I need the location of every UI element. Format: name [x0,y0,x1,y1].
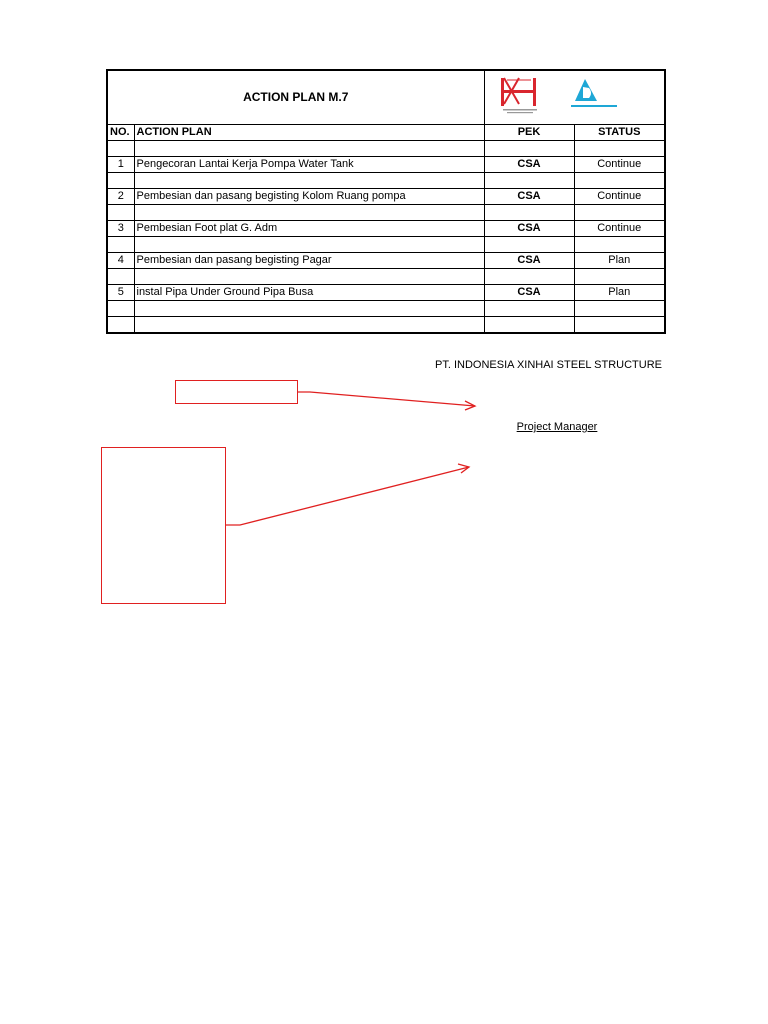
row-status: Continue [574,221,665,237]
row-no: 3 [107,221,134,237]
row-no: 4 [107,253,134,269]
company-name: PT. INDONESIA XINHAI STEEL STRUCTURE [435,359,662,371]
row-pek: CSA [484,221,574,237]
row-status: Continue [574,157,665,173]
row-status: Plan [574,285,665,301]
row-action: Pembesian Foot plat G. Adm [134,221,484,237]
col-action-plan-header: ACTION PLAN [134,125,484,141]
row-no: 1 [107,157,134,173]
row-action: Pengecoran Lantai Kerja Pompa Water Tank [134,157,484,173]
row-no: 2 [107,189,134,205]
row-pek: CSA [484,285,574,301]
arrow-icon [226,464,469,525]
row-pek: CSA [484,253,574,269]
row-pek: CSA [484,189,574,205]
row-status: Plan [574,253,665,269]
row-status: Continue [574,189,665,205]
row-action: Pembesian dan pasang begisting Pagar [134,253,484,269]
project-manager-label: Project Manager [516,421,598,433]
arrow-icon [298,392,475,410]
row-action: instal Pipa Under Ground Pipa Busa [134,285,484,301]
col-pek-header: PEK [484,125,574,141]
col-status-header: STATUS [574,125,665,141]
sheet-title: ACTION PLAN M.7 [107,70,484,125]
row-action: Pembesian dan pasang begisting Kolom Ruang pompa [134,189,484,205]
row-no: 5 [107,285,134,301]
col-no-header: NO. [107,125,134,141]
row-pek: CSA [484,157,574,173]
